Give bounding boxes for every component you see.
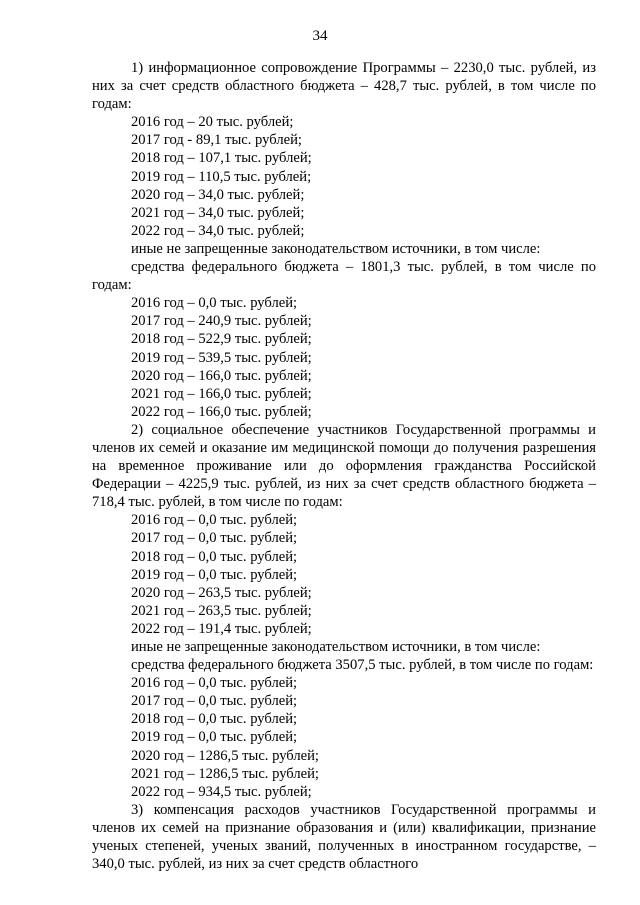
paragraph: средства федерального бюджета – 1801,3 тыс. рублей, в том числе по годам:	[92, 259, 596, 294]
list-line: 2020 год – 263,5 тыс. рублей;	[131, 584, 312, 601]
list-line: 2019 год – 110,5 тыс. рублей;	[131, 168, 312, 185]
list-line: 2017 год - 89,1 тыс. рублей;	[131, 132, 302, 149]
list-line: 2021 год – 1286,5 тыс. рублей;	[131, 765, 319, 782]
paragraph: средства федерального бюджета 3507,5 тыс. рублей, в том числе по годам:	[131, 657, 594, 674]
paragraph: 1) информационное сопровождение Программы – 2230,0 тыс. рублей, из них за счет средств областного бюджета – 428,7 тыс. рублей, в том числе по годам:	[92, 60, 596, 113]
list-line: 2017 год – 0,0 тыс. рублей;	[131, 693, 298, 710]
list-line: 2019 год – 0,0 тыс. рублей;	[131, 729, 298, 746]
list-line: 2022 год – 34,0 тыс. рублей;	[131, 222, 305, 239]
list-line: 2017 год – 0,0 тыс. рублей;	[131, 530, 298, 547]
list-line: 2016 год – 0,0 тыс. рублей;	[131, 295, 298, 312]
list-line: 2019 год – 539,5 тыс. рублей;	[131, 349, 312, 366]
document-body	[92, 59, 596, 873]
list-line: 2016 год – 0,0 тыс. рублей;	[131, 675, 298, 692]
page-number: 34	[312, 28, 328, 44]
list-line: 2018 год – 0,0 тыс. рублей;	[131, 711, 298, 728]
list-line: иные не запрещенные законодательством источники, в том числе:	[131, 240, 541, 257]
list-line: 2021 год – 34,0 тыс. рублей;	[131, 204, 305, 221]
paragraph: 3) компенсация расходов участников Государственной программы и членов их семей на признание образования и (или) квалификации, признание ученых степеней, ученых званий, полученных в иностранном государстве, – 340,0 тыс. рублей, из них за счет средств областного	[92, 801, 596, 873]
list-line: 2016 год – 20 тыс. рублей;	[131, 114, 294, 131]
list-line: 2020 год – 34,0 тыс. рублей;	[131, 186, 305, 203]
list-line: 2018 год – 0,0 тыс. рублей;	[131, 548, 298, 565]
list-line: 2020 год – 1286,5 тыс. рублей;	[131, 747, 319, 764]
list-line: 2017 год – 240,9 тыс. рублей;	[131, 313, 312, 330]
paragraph: 2) социальное обеспечение участников Государственной программы и членов их семей и оказание им медицинской помощи до получения разрешения на временное проживание или до оформления гражданства Российской Федерации – 4225,9 тыс. рублей, из них за счет средств областного бюджета –718,4 тыс. рублей, в том числе по годам:	[92, 421, 596, 511]
list-line: 2022 год – 166,0 тыс. рублей;	[131, 403, 312, 420]
list-line: 2016 год – 0,0 тыс. рублей;	[131, 512, 298, 529]
list-line: 2020 год – 166,0 тыс. рублей;	[131, 367, 312, 384]
list-line: иные не запрещенные законодательством источники, в том числе:	[131, 639, 541, 655]
list-line: 2018 год – 107,1 тыс. рублей;	[131, 150, 312, 167]
list-line: 2022 год – 934,5 тыс. рублей;	[131, 783, 312, 800]
list-line: 2019 год – 0,0 тыс. рублей;	[131, 566, 298, 583]
list-line: 2021 год – 166,0 тыс. рублей;	[131, 385, 312, 402]
list-line: 2021 год – 263,5 тыс. рублей;	[131, 602, 312, 619]
list-line: 2018 год – 522,9 тыс. рублей;	[131, 331, 312, 348]
list-line: 2022 год – 191,4 тыс. рублей;	[131, 620, 312, 637]
